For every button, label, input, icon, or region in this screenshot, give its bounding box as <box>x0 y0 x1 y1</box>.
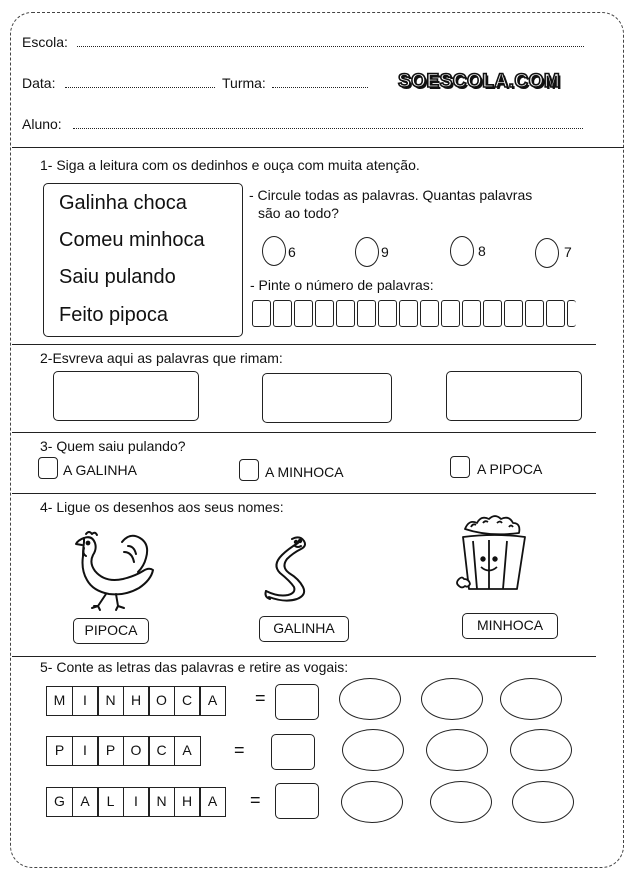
vowel-oval[interactable] <box>500 678 562 720</box>
letter-cell: A <box>174 736 201 766</box>
turma-label: Turma: <box>222 75 266 91</box>
paint-cells <box>252 300 578 327</box>
paint-cell[interactable] <box>378 300 397 327</box>
paint-cell[interactable] <box>462 300 481 327</box>
paint-cell[interactable] <box>567 300 576 327</box>
letter-count-box[interactable] <box>275 684 319 720</box>
q5-title: 5- Conte as letras das palavras e retire as vogais: <box>40 659 349 675</box>
letter-cell: I <box>123 787 150 817</box>
circle-instruction-2: são ao todo? <box>258 205 339 221</box>
option-6-label: 6 <box>288 244 296 260</box>
letter-count-box[interactable] <box>275 783 319 819</box>
name-box-galinha[interactable]: GALINHA <box>259 616 349 642</box>
letter-cell: M <box>46 686 73 716</box>
soescola-logo: SOESCOLA.COM <box>398 71 561 92</box>
pipoca-option-label: A PIPOCA <box>477 461 543 477</box>
paint-cell[interactable] <box>483 300 502 327</box>
name-box-pipoca[interactable]: PIPOCA <box>73 618 149 644</box>
hen-drawing <box>72 528 158 612</box>
letter-cell: H <box>174 787 201 817</box>
data-line[interactable] <box>65 87 215 88</box>
vowel-oval[interactable] <box>421 678 483 720</box>
q2-title: 2-Esvreva aqui as palavras que rimam: <box>40 350 283 366</box>
q4-divider <box>12 656 596 657</box>
rhyme-box[interactable] <box>446 371 582 421</box>
word-minhoca-letters <box>46 686 225 716</box>
letter-cell: G <box>46 787 73 817</box>
letter-cell: A <box>72 787 99 817</box>
poem-line: Comeu minhoca <box>59 229 205 251</box>
paint-instruction: - Pinte o número de palavras: <box>250 277 434 293</box>
letter-cell: I <box>72 736 99 766</box>
paint-cell[interactable] <box>315 300 334 327</box>
equals-sign: = <box>250 790 261 810</box>
paint-cell[interactable] <box>546 300 565 327</box>
rhyme-box[interactable] <box>262 373 392 423</box>
paint-cell[interactable] <box>252 300 271 327</box>
letter-cell: P <box>97 736 124 766</box>
q3-title: 3- Quem saiu pulando? <box>40 438 186 454</box>
vowel-oval[interactable] <box>510 729 572 771</box>
letter-cell: O <box>123 736 150 766</box>
option-7-circle[interactable] <box>535 238 559 268</box>
poem-line: Feito pipoca <box>59 304 168 326</box>
letter-cell: N <box>148 787 175 817</box>
paint-cell[interactable] <box>294 300 313 327</box>
letter-cell: I <box>72 686 99 716</box>
name-box-minhoca[interactable]: MINHOCA <box>462 613 558 639</box>
paint-cell[interactable] <box>441 300 460 327</box>
q3-divider <box>12 493 596 494</box>
turma-line[interactable] <box>272 87 368 88</box>
option-9-circle[interactable] <box>355 237 379 267</box>
popcorn-drawing <box>455 515 531 595</box>
paint-cell[interactable] <box>504 300 523 327</box>
letter-cell: C <box>148 736 175 766</box>
poem-line: Galinha choca <box>59 192 187 214</box>
paint-cell[interactable] <box>525 300 544 327</box>
q2-divider <box>12 432 596 433</box>
letter-count-box[interactable] <box>271 734 315 770</box>
letter-cell: L <box>97 787 124 817</box>
letter-cell: N <box>97 686 124 716</box>
letter-cell: A <box>199 686 226 716</box>
q1-title: 1- Siga a leitura com os dedinhos e ouça com muita atenção. <box>40 157 420 173</box>
worm-drawing <box>262 533 320 603</box>
vowel-oval[interactable] <box>430 781 492 823</box>
option-8-label: 8 <box>478 243 486 259</box>
header-divider <box>12 147 624 148</box>
paint-cell[interactable] <box>399 300 418 327</box>
equals-sign: = <box>255 688 266 708</box>
option-6-circle[interactable] <box>262 236 286 266</box>
rhyme-box[interactable] <box>53 371 199 421</box>
vowel-oval[interactable] <box>512 781 574 823</box>
escola-label: Escola: <box>22 34 68 50</box>
vowel-oval[interactable] <box>341 781 403 823</box>
option-9-label: 9 <box>381 244 389 260</box>
paint-cell[interactable] <box>357 300 376 327</box>
poem-box <box>43 183 243 337</box>
letter-cell: A <box>199 787 226 817</box>
q4-title: 4- Ligue os desenhos aos seus nomes: <box>40 499 284 515</box>
pipoca-checkbox[interactable] <box>450 456 470 478</box>
aluno-label: Aluno: <box>22 116 62 132</box>
word-pipoca-letters <box>46 736 199 766</box>
word-galinha-letters <box>46 787 225 817</box>
paint-cell[interactable] <box>273 300 292 327</box>
letter-cell: H <box>123 686 150 716</box>
q1-divider <box>12 344 596 345</box>
letter-cell: O <box>148 686 175 716</box>
minhoca-option-label: A MINHOCA <box>265 464 344 480</box>
galinha-checkbox[interactable] <box>38 457 58 479</box>
vowel-oval[interactable] <box>426 729 488 771</box>
paint-cell[interactable] <box>336 300 355 327</box>
escola-line[interactable] <box>77 46 584 47</box>
equals-sign: = <box>234 740 245 760</box>
poem-line: Saiu pulando <box>59 266 176 288</box>
minhoca-checkbox[interactable] <box>239 459 259 481</box>
data-label: Data: <box>22 75 56 91</box>
galinha-option-label: A GALINHA <box>63 462 137 478</box>
option-8-circle[interactable] <box>450 236 474 266</box>
option-7-label: 7 <box>564 244 572 260</box>
circle-instruction: - Circule todas as palavras. Quantas palavras <box>249 187 533 203</box>
letter-cell: P <box>46 736 73 766</box>
aluno-line[interactable] <box>73 128 583 129</box>
vowel-oval[interactable] <box>342 729 404 771</box>
paint-cell[interactable] <box>420 300 439 327</box>
vowel-oval[interactable] <box>339 678 401 720</box>
letter-cell: C <box>174 686 201 716</box>
